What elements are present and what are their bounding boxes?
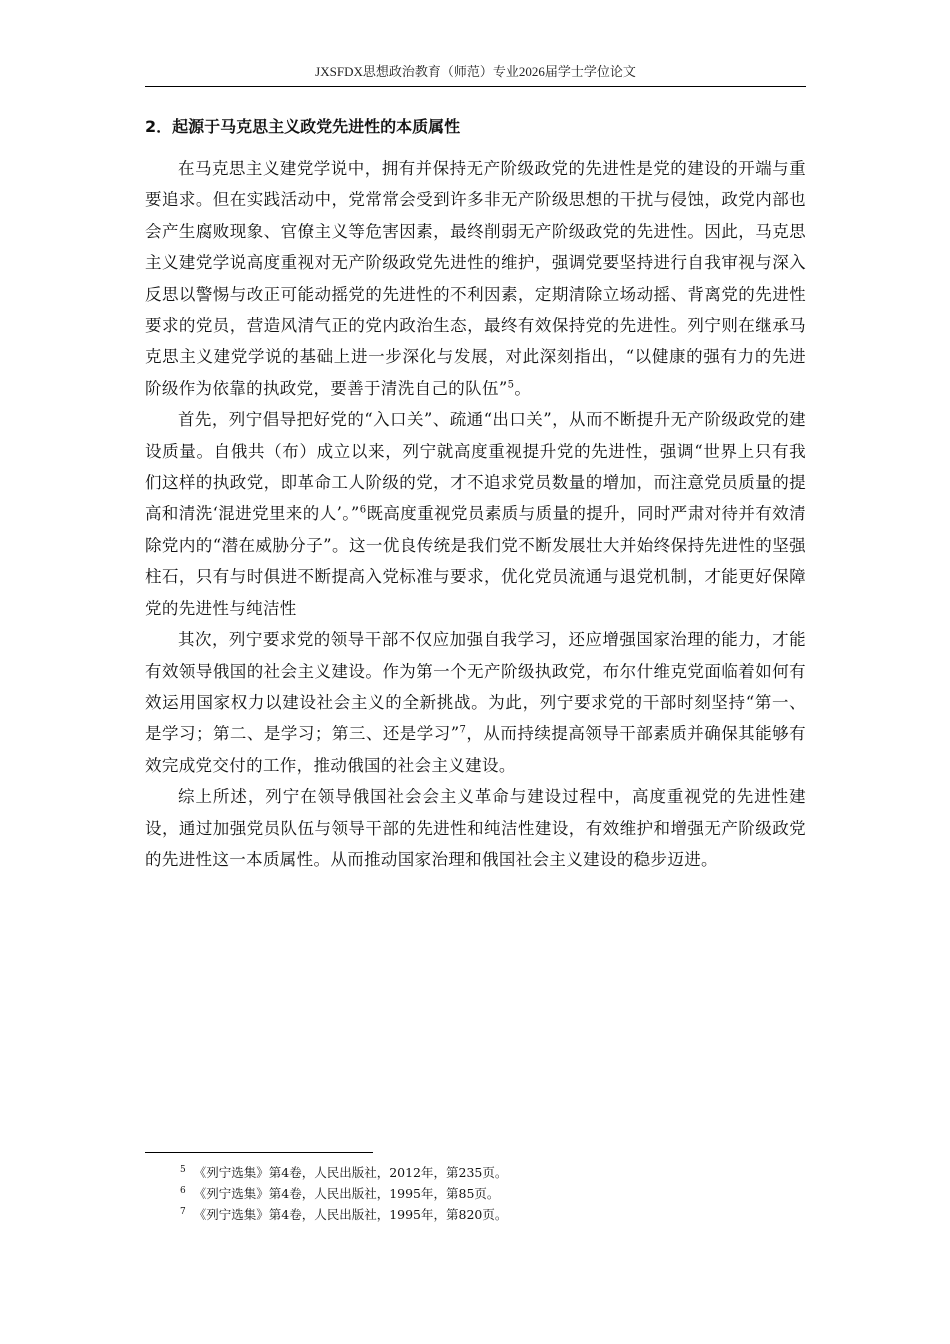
footnote-ref-5[interactable]: 5	[507, 379, 515, 391]
footnote-number: 6	[180, 1185, 186, 1196]
footnote-text: 《列宁选集》第4卷，人民出版社，1995年，第85页。	[193, 1186, 500, 1201]
paragraph-4: 综上所述，列宁在领导俄国社会会主义革命与建设过程中，高度重视党的先进性建设，通过加强党员队伍与领导干部的先进性和纯洁性建设，有效维护和增强无产阶级政党的先进性这一本质属性。从而推动国家治理和俄国社会主义建设的稳步迈进。	[145, 787, 806, 869]
footnote-number: 5	[180, 1164, 186, 1175]
footnote-7	[180, 1204, 780, 1225]
footnote-separator	[145, 1152, 373, 1153]
paragraph-1: 在马克思主义建党学说中，拥有并保持无产阶级政党的先进性是党的建设的开端与重要追求。但在实践活动中，党常常会受到许多非无产阶级思想的干扰与侵蚀，政党内部也会产生腐败现象、官僚主义等危害因素，最终削弱无产阶级政党的先进性。因此，马克思主义建党学说高度重视对无产阶级政党先进性的维护，强调党要坚持进行自我审视与深入反思以警惕与改正可能动摇党的先进性的不利因素，定期清除立场动摇、背离党的先进性要求的党员，营造风清气正的党内政治生态，最终有效保持党的先进性。列宁则在继承马克思主义建党学说的基础上进一步深化与发展，对此深刻指出，“以健康的强有力的先进阶级作为依靠的执政党，要善于清洗自己的队伍”$^5$。	[145, 159, 806, 398]
footnote-ref-6[interactable]: 6	[359, 504, 367, 516]
paragraph-3: 其次，列宁要求党的领导干部不仅应加强自我学习，还应增强国家治理的能力，才能有效领导俄国的社会主义建设。作为第一个无产阶级执政党，布尔什维克党面临着如何有效运用国家权力以建设社会主义的全新挑战。为此，列宁要求党的干部时刻坚持“第一、是学习；第二、是学习；第三、还是学习”$^7$，从而持续提高领导干部素质并确保其能够有效完成党交付的工作，推动俄国的社会主义建设。	[145, 630, 806, 775]
footnote-5	[180, 1162, 780, 1183]
footnote-text: 《列宁选集》第4卷，人民出版社，1995年，第820页。	[193, 1207, 508, 1222]
running-header: JXSFDX思想政治教育（师范）专业2026届学士学位论文	[315, 64, 636, 79]
footnote-6	[180, 1183, 780, 1204]
footnotes	[180, 1162, 780, 1225]
paragraph-2: 首先，列宁倡导把好党的“入口关”、疏通“出口关”，从而不断提升无产阶级政党的建设质量。自俄共（布）成立以来，列宁就高度重视提升党的先进性，强调“世界上只有我们这样的执政党，即革命工人阶级的党，才不追求党员数量的增加，而注意党员质量的提高和清洗‘混进党里来的人’。”$^6$既高度重视党员素质与质量的提升，同时严肃对待并有效清除党内的“潜在威胁分子”。这一优良传统是我们党不断发展壮大并始终保持先进性的坚强柱石，只有与时俱进不断提高入党标准与要求，优化党员流通与退党机制，才能更好保障党的先进性与纯洁性	[145, 410, 806, 618]
footnote-number: 7	[180, 1206, 186, 1217]
body-text	[145, 153, 806, 875]
section-heading: 2．起源于马克思主义政党先进性的本质属性	[145, 117, 461, 136]
footnote-text: 《列宁选集》第4卷，人民出版社，2012年，第235页。	[193, 1165, 508, 1180]
footnote-ref-7[interactable]: 7	[459, 724, 467, 736]
header-rule	[145, 86, 806, 87]
